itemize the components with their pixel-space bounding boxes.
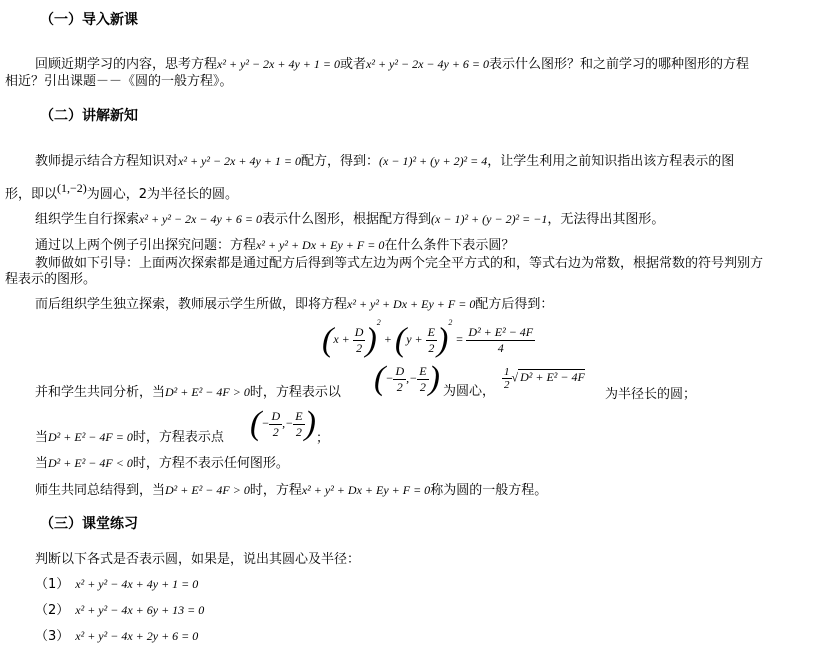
paragraph-6: 而后组织学生独立探索，教师展示学生所做，即将方程x² + y² + Dx + Ey + F = 0配方后得到： <box>35 297 554 312</box>
completed-square-formula: (x + $\frac{D}{2}$ )$^2$ + (y + $\frac{E}{2}$ )$^2$ = $\frac{\text{D² + E² − 4F}}{4}$ <box>322 318 534 359</box>
paragraph-5-line-1: 教师做如下引导：上面两次探索都是通过配方后得到等式左边为两个完全平方式的和，等式右边为常数，根据常数的符号判别方 <box>35 256 764 271</box>
equation-5: x² + y² − 2x − 4y + 6 = 0 <box>139 212 263 226</box>
paragraph-2-line-1: 教师提示结合方程知识对x² + y² − 2x + 4y + 1 = 0配方，得到：(x − 1)² + (y + 2)² = 4，让学生利用之前知识指出该方程表示的图 <box>35 154 735 169</box>
equation-1: x² + y² − 2x + 4y + 1 = 0 <box>217 57 341 71</box>
paragraph-7-center-text: 为圆心， <box>443 384 496 399</box>
condition-1: D² + E² − 4F > 0 <box>165 385 250 399</box>
paragraph-1-line-1: 回顾近期学习的内容，思考方程x² + y² − 2x + 4y + 1 = 0或者x² + y² − 2x − 4y + 6 = 0表示什么图形？和之前学习的哪种图形的方程 <box>35 57 750 72</box>
exercise-equation: x² + y² − 4x + 6y + 13 = 0 <box>75 603 205 617</box>
paragraph-2-line-2: 形，即以(1,−2)为圆心，2为半径长的圆。 <box>5 181 239 202</box>
center-point: (1,−2) <box>57 181 87 195</box>
equation-4: (x − 1)² + (y + 2)² = 4 <box>379 154 488 168</box>
point-expression: (− $\frac{D}{2}$ ,− $\frac{E}{2}$ ) <box>250 405 316 442</box>
exercise-intro: 判断以下各式是否表示圆，如果是，说出其圆心及半径： <box>35 552 361 567</box>
section-1-title: （一）导入新课 <box>40 12 138 28</box>
paragraph-1-line-2: 相近？引出课题－－《圆的一般方程》。 <box>5 74 233 89</box>
exercise-equation: x² + y² − 4x + 2y + 6 = 0 <box>75 629 199 643</box>
equation-8: x² + y² + Dx + Ey + F = 0 <box>347 297 476 311</box>
paragraph-10: 师生共同总结得到，当D² + E² − 4F > 0时，方程x² + y² + Dx + Ey + F = 0称为圆的一般方程。 <box>35 483 548 498</box>
equation-3: x² + y² − 2x + 4y + 1 = 0 <box>178 154 302 168</box>
equation-7: x² + y² + Dx + Ey + F = 0 <box>256 238 385 252</box>
equation-9: x² + y² + Dx + Ey + F = 0 <box>301 483 431 497</box>
condition-2: D² + E² − 4F = 0 <box>48 430 133 444</box>
paragraph-5-line-2: 程表示的图形。 <box>5 272 97 287</box>
radius-expression: $\frac{1}{2}$ √ D² + E² − 4F <box>504 366 585 391</box>
paragraph-9: 当D² + E² − 4F < 0时，方程不表示任何图形。 <box>35 456 289 471</box>
paragraph-3: 组织学生自行探索x² + y² − 2x − 4y + 6 = 0表示什么图形，根据配方得到(x − 1)² + (y − 2)² = −1，无法得出其图形。 <box>35 212 665 227</box>
paragraph-7: 并和学生共同分析，当D² + E² − 4F > 0时，方程表示以 <box>35 385 341 400</box>
exercise-equation: x² + y² − 4x + 4y + 1 = 0 <box>75 577 199 591</box>
section-3-title: （三）课堂练习 <box>40 516 138 532</box>
paragraph-4: 通过以上两个例子引出探究问题：方程x² + y² + Dx + Ey + F = 0在什么条件下表示圆？ <box>35 238 515 253</box>
equation-6: (x − 1)² + (y − 2)² = −1 <box>431 212 548 226</box>
paragraph-7-end: 为半径长的圆； <box>605 387 697 402</box>
equation-2: x² + y² − 2x − 4y + 6 = 0 <box>366 57 490 71</box>
exercise-item: （1） x² + y² − 4x + 4y + 1 = 0 <box>35 577 199 592</box>
paragraph-8-end: ； <box>316 431 330 446</box>
exercise-item: （3） x² + y² − 4x + 2y + 6 = 0 <box>35 629 199 644</box>
section-2-title: （二）讲解新知 <box>40 108 138 124</box>
exercise-item: （2） x² + y² − 4x + 6y + 13 = 0 <box>35 603 205 618</box>
circle-center-expression: (− $\frac{D}{2}$ ,− $\frac{E}{2}$ ) <box>374 360 440 397</box>
paragraph-8: 当D² + E² − 4F = 0时，方程表示点 <box>35 430 224 445</box>
condition-3: D² + E² − 4F < 0 <box>48 456 133 470</box>
condition-4: D² + E² − 4F > 0 <box>165 483 250 497</box>
